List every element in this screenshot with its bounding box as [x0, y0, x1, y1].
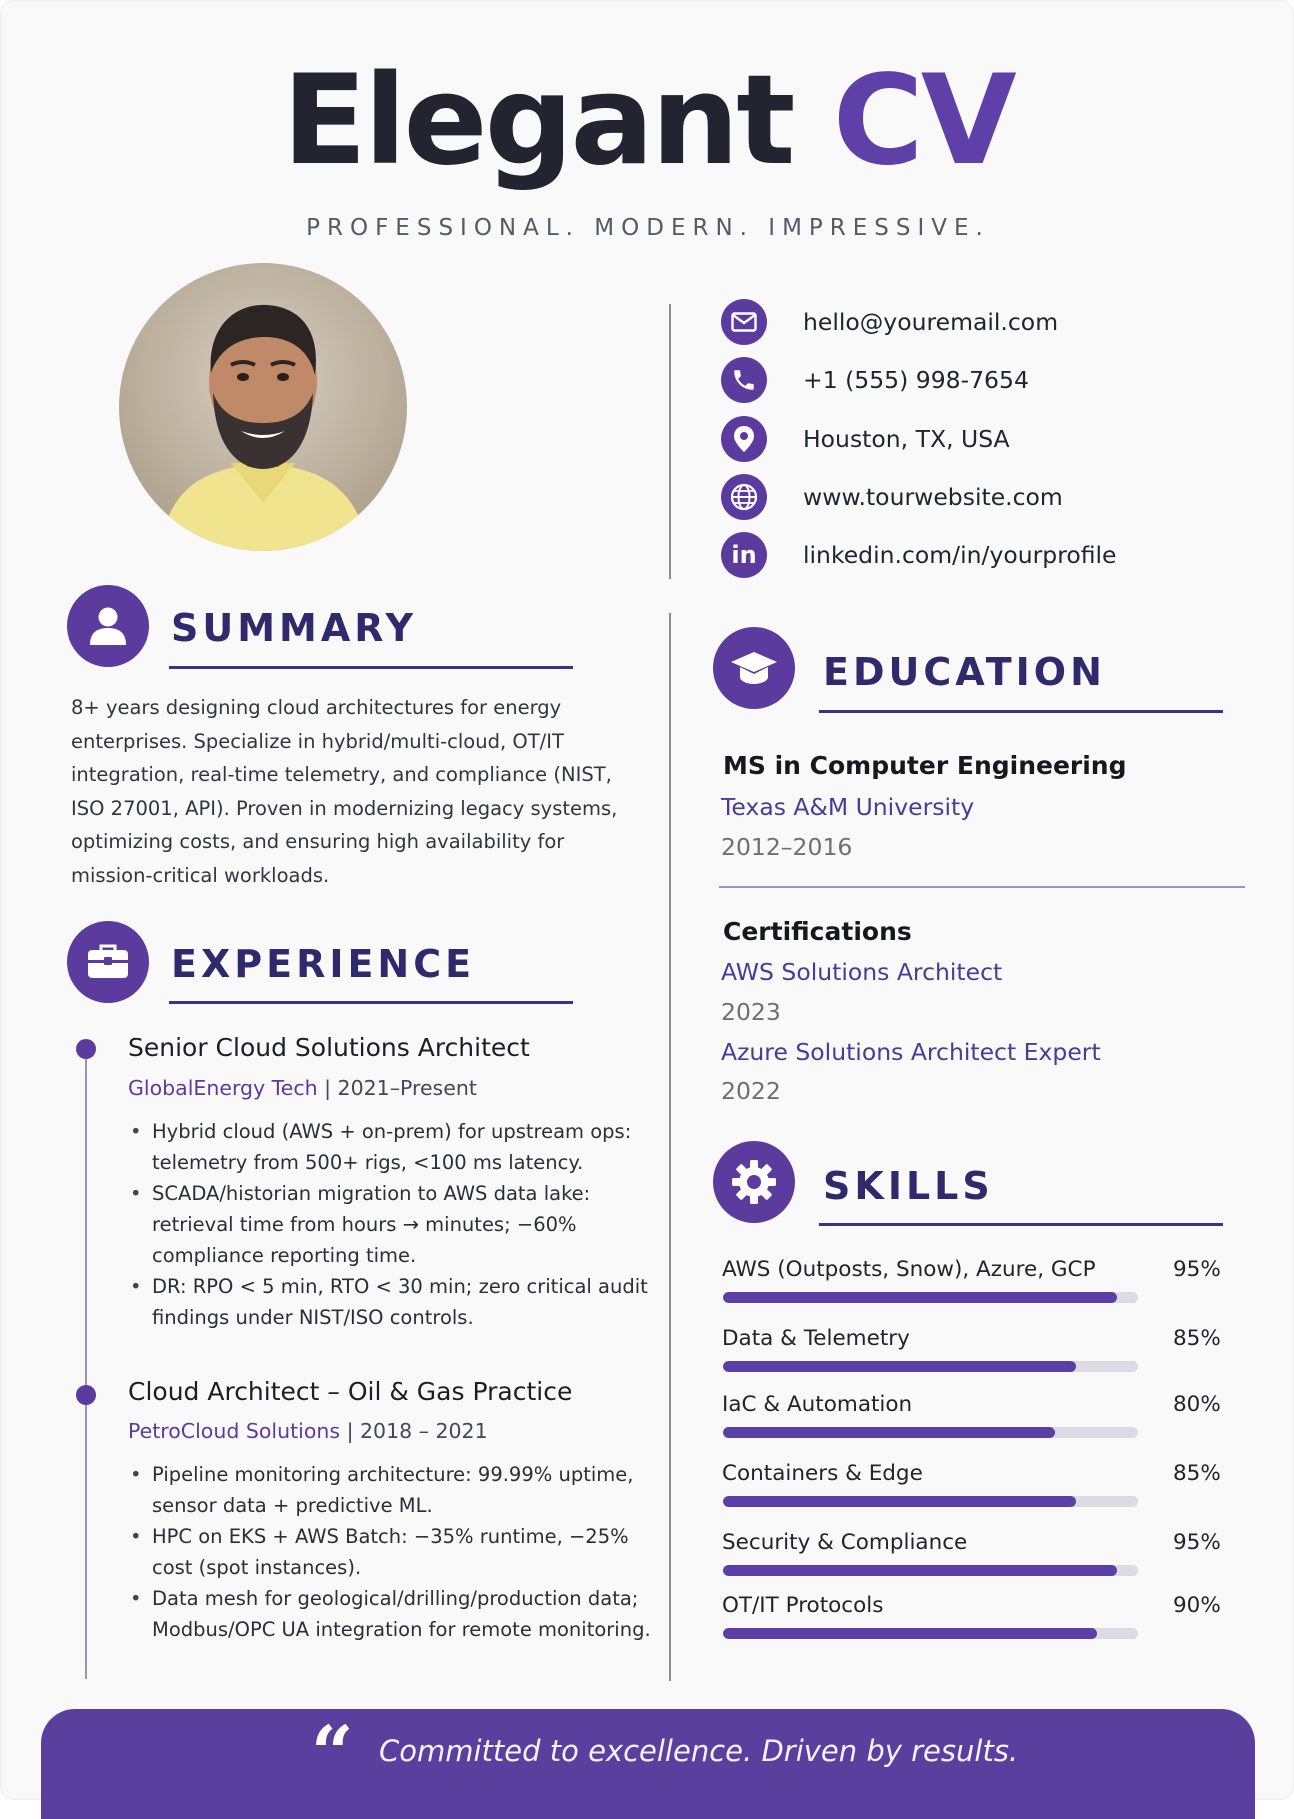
quote-mark-icon: “ [311, 1711, 354, 1797]
job-bullet: • DR: RPO < 5 min, RTO < 30 min; zero critical audit findings under NIST/ISO controls. [128, 1271, 658, 1333]
website-text: www.tourwebsite.com [803, 483, 1063, 511]
education-heading: EDUCATION [823, 650, 1106, 694]
title-main: Elegant [282, 49, 793, 193]
linkedin-icon [721, 532, 767, 578]
contact-location [721, 416, 1010, 462]
summary-text: 8+ years designing cloud architectures for energy enterprises. Specialize in hybrid/multi-cloud, OT/IT integration, real-time telemetry, and compliance (NIST, ISO 27001, API). Proven in modernizing legacy systems, optimizing costs, and ensuring high availability for mission-critical workloads. [71, 696, 618, 887]
skills-heading: SKILLS [823, 1164, 994, 1208]
job-bullets [128, 1116, 658, 1333]
contact-email[interactable] [721, 299, 1058, 345]
skill-label: Containers & Edge [722, 1461, 923, 1486]
skill-label: OT/IT Protocols [722, 1593, 884, 1618]
contact-website[interactable] [721, 474, 1063, 520]
job-company: GlobalEnergy Tech [128, 1076, 318, 1100]
skill-bar [723, 1292, 1138, 1303]
job-period: | 2018 – 2021 [340, 1419, 488, 1443]
certifications-heading: Certifications [723, 917, 912, 946]
timeline-dot [76, 1039, 96, 1059]
email-text: hello@youremail.com [803, 308, 1059, 336]
skill-label: Security & Compliance [722, 1530, 968, 1555]
skill-percent: 85% [1173, 1326, 1221, 1351]
cert-name: AWS Solutions Architect [721, 958, 1003, 986]
skill-percent: 85% [1173, 1461, 1221, 1486]
job-bullet: • Data mesh for geological/drilling/production data; Modbus/OPC UA integration for remote monitoring. [128, 1583, 658, 1645]
summary-heading: SUMMARY [171, 606, 417, 650]
contact-phone[interactable] [721, 357, 1029, 403]
cert-year: 2022 [721, 1077, 781, 1105]
skills-rule [819, 1223, 1223, 1226]
location-text: Houston, TX, USA [803, 425, 1010, 453]
skill-bar-fill [723, 1292, 1117, 1303]
experience-rule [169, 1001, 573, 1004]
cert-name: Azure Solutions Architect Expert [721, 1038, 1101, 1066]
experience-timeline [85, 1041, 87, 1679]
job-bullet: • Pipeline monitoring architecture: 99.99% uptime, sensor data + predictive ML. [128, 1459, 658, 1521]
skill-bar [723, 1496, 1138, 1507]
experience-heading: EXPERIENCE [171, 942, 476, 986]
job-bullet: • Hybrid cloud (AWS + on-prem) for upstream ops: telemetry from 500+ rigs, <100 ms latency. [128, 1116, 658, 1178]
education-divider [719, 886, 1245, 888]
skill-bar-fill [723, 1496, 1076, 1507]
skill-percent: 80% [1173, 1392, 1221, 1417]
job-title: Cloud Architect – Oil & Gas Practice [128, 1377, 573, 1406]
gear-icon [713, 1141, 795, 1223]
phone-icon [721, 357, 767, 403]
globe-icon [721, 474, 767, 520]
education-rule [819, 710, 1223, 713]
school: Texas A&M University [721, 793, 975, 821]
job-bullet: • SCADA/historian migration to AWS data lake: retrieval time from hours → minutes; −60% compliance reporting time. [128, 1178, 658, 1271]
skill-percent: 95% [1173, 1530, 1221, 1555]
resume-title [1, 49, 1294, 193]
skill-label: IaC & Automation [722, 1392, 913, 1417]
person-icon [67, 585, 149, 667]
profile-photo [119, 263, 407, 551]
skill-label: AWS (Outposts, Snow), Azure, GCP [722, 1257, 1096, 1282]
skill-label: Data & Telemetry [722, 1326, 910, 1351]
skill-bar-fill [723, 1427, 1055, 1438]
column-divider-main [669, 613, 671, 1681]
job-bullets [128, 1459, 658, 1645]
job-meta [128, 1419, 488, 1443]
column-divider-top [669, 304, 671, 579]
job-title: Senior Cloud Solutions Architect [128, 1033, 530, 1062]
phone-text: +1 (555) 998-7654 [803, 366, 1029, 394]
contact-linkedin[interactable] [721, 532, 1117, 578]
linkedin-glyph: in [731, 541, 757, 569]
skill-bar [723, 1361, 1138, 1372]
tagline: PROFESSIONAL. MODERN. IMPRESSIVE. [306, 215, 990, 241]
job-company: PetroCloud Solutions [128, 1419, 341, 1443]
job-meta [128, 1076, 477, 1100]
skill-percent: 90% [1173, 1593, 1221, 1618]
skill-bar-fill [723, 1361, 1076, 1372]
cert-year: 2023 [721, 998, 781, 1026]
summary-rule [169, 666, 573, 669]
skill-percent: 95% [1173, 1257, 1221, 1282]
skill-bar [723, 1565, 1138, 1576]
skill-bar [723, 1427, 1138, 1438]
timeline-dot [76, 1385, 96, 1405]
edu-years: 2012–2016 [721, 833, 853, 861]
location-pin-icon [721, 416, 767, 462]
linkedin-text: linkedin.com/in/yourprofile [803, 541, 1117, 569]
skill-bar [723, 1628, 1138, 1639]
degree: MS in Computer Engineering [723, 751, 1127, 780]
job-period: | 2021–Present [317, 1076, 477, 1100]
mail-icon [721, 299, 767, 345]
skill-bar-fill [723, 1628, 1097, 1639]
graduation-cap-icon [713, 627, 795, 709]
briefcase-icon [67, 921, 149, 1003]
job-bullet: • HPC on EKS + AWS Batch: −35% runtime, −25% cost (spot instances). [128, 1521, 658, 1583]
title-accent: CV [832, 49, 1014, 193]
skill-bar-fill [723, 1565, 1117, 1576]
footer-tagline: Committed to excellence. Driven by results. [379, 1734, 1019, 1768]
